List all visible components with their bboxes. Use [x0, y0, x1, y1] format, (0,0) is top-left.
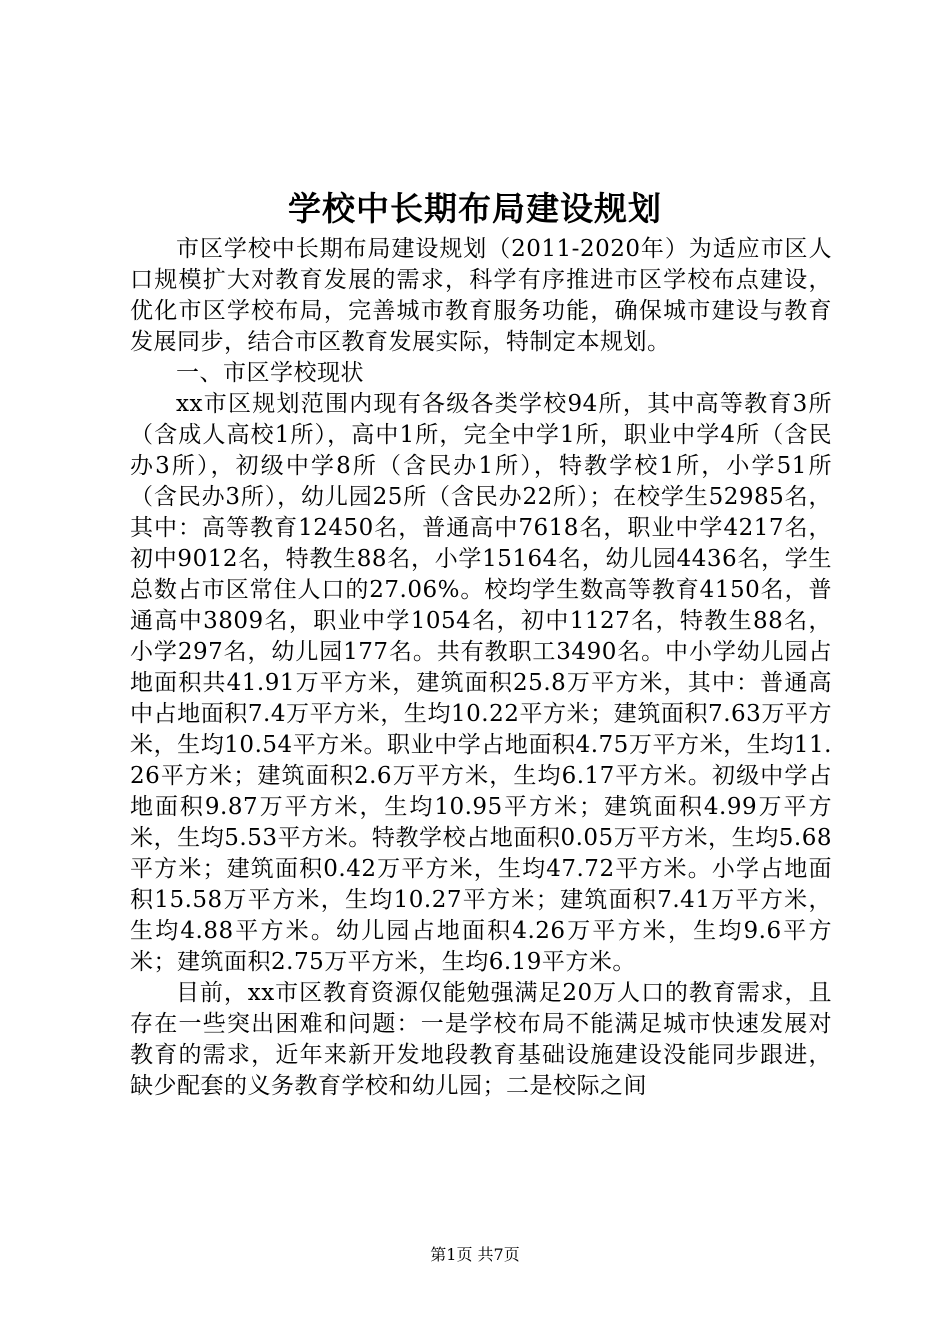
page-footer: 第1页 共7页	[430, 1245, 520, 1264]
document-body	[130, 234, 832, 1102]
intro-paragraph: 市区学校中长期布局建设规划（2011-2020年）为适应市区人口规模扩大对教育发展的需求，科学有序推进市区学校布点建设，优化市区学校布局，完善城市教育服务功能，确保城市建设与教育发展同步，结合市区教育发展实际，特制定本规划。	[130, 236, 832, 355]
section-heading: 一、市区学校现状	[176, 360, 364, 386]
status-paragraph: xx市区规划范围内现有各级各类学校94所，其中高等教育3所（含成人高校1所），高中1所，完全中学1所，职业中学4所（含民办3所），初级中学8所（含民办1所），特教学校1所，小学51所（含民办3所），幼儿园25所（含民办22所）；在校学生52985名，其中：高等教育12450名，普通高中7618名，职业中学4217名，初中9012名，特教生88名，小学15164名，幼儿园4436名，学生总数占市区常住人口的27.06%。校均学生数高等教育4150名，普通高中3809名，职业中学1054名，初中1127名，特教生88名，小学297名，幼儿园177名。共有教职工3490名。中小学幼儿园占地面积共41.91万平方米，建筑面积25.8万平方米，其中：普通高中占地面积7.4万平方米，生均10.22平方米；建筑面积7.63万平方米，生均10.54平方米。职业中学占地面积4.75万平方米，生均11.26平方米；建筑面积2.6万平方米，生均6.17平方米。初级中学占地面积9.87万平方米，生均10.95平方米；建筑面积4.99万平方米，生均5.53平方米。特教学校占地面积0.05万平方米，生均5.68平方米；建筑面积0.42万平方米，生均47.72平方米。小学占地面积15.58万平方米，生均10.27平方米；建筑面积7.41万平方米，生均4.88平方米。幼儿园占地面积4.26万平方米，生均9.6平方米；建筑面积2.75万平方米，生均6.19平方米。	[130, 391, 832, 975]
problems-paragraph: 目前，xx市区教育资源仅能勉强满足20万人口的教育需求，且存在一些突出困难和问题：一是学校布局不能满足城市快速发展对教育的需求，近年来新开发地段教育基础设施建设没能同步跟进，缺少配套的义务教育学校和幼儿园；二是校际之间	[130, 980, 832, 1099]
document-title: 学校中长期布局建设规划	[288, 189, 662, 228]
